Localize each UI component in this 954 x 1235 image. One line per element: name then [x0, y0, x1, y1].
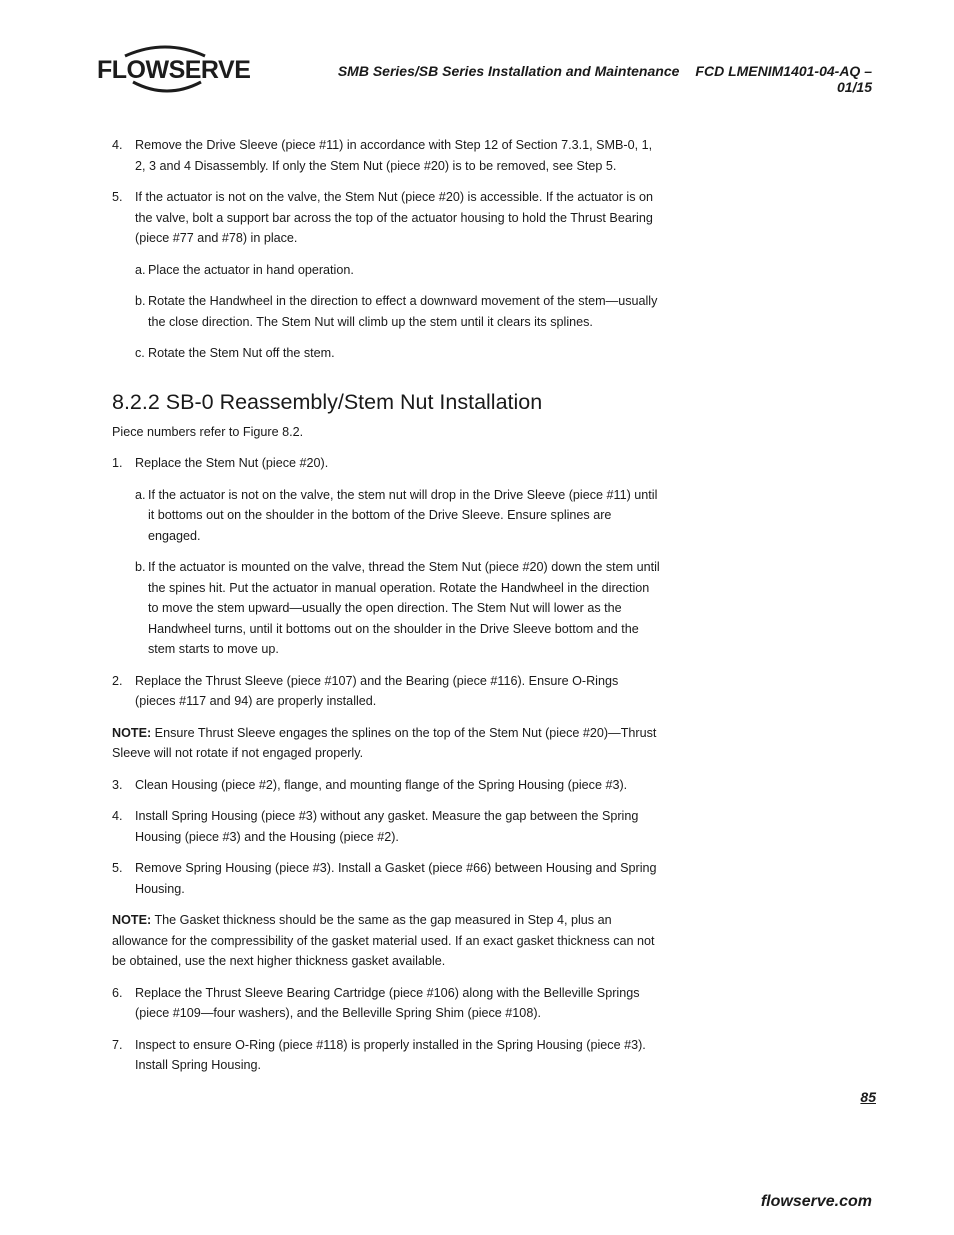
section-heading: 8.2.2 SB-0 Reassembly/Stem Nut Installation	[112, 389, 543, 414]
list-item	[112, 983, 660, 1024]
sub-item-text: Rotate the Stem Nut off the stem.	[148, 346, 335, 360]
sub-item-text: If the actuator is not on the valve, the stem nut will drop in the Drive Sleeve (piece #11) until it bottoms out on the shoulder in the bottom of the Drive Sleeve. Ensure splines are engaged.	[148, 487, 658, 543]
item-number: 3.	[112, 777, 123, 792]
note-text: Ensure Thrust Sleeve engages the splines on the top of the Stem Nut (piece #20)—Thrust Sleeve will not rotate if not engaged properly.	[112, 725, 657, 760]
item-number: 2.	[112, 673, 123, 688]
item-number: 4.	[112, 809, 123, 823]
main-content	[112, 135, 660, 1087]
list-item	[112, 806, 660, 847]
note-paragraph	[112, 910, 660, 972]
item-text: Remove Spring Housing (piece #3). Install a Gasket (piece #66) between Housing and Spring Housing.	[135, 861, 657, 896]
list-item	[112, 1035, 660, 1076]
list-item	[112, 858, 660, 899]
list-item	[112, 453, 660, 474]
item-text: Install Spring Housing (piece #3) without any gasket. Measure the gap between the Spring Housing (piece #3) and the Housing (piece #2).	[135, 809, 639, 844]
sub-list-item	[135, 557, 660, 660]
item-number: 7.	[112, 1037, 123, 1052]
item-number: 6.	[112, 985, 123, 1000]
list-item	[112, 775, 660, 796]
note-paragraph	[112, 723, 660, 764]
item-text: Replace the Thrust Sleeve Bearing Cartridge (piece #106) along with the Belleville Springs (piece #109—four washers), and the Belleville Spring Shim (piece #108).	[135, 985, 640, 1020]
header-doc-code: FCD LMENIM1401-04-AQ – 01/15	[695, 63, 872, 95]
sub-item-text: Rotate the Handwheel in the direction to effect a downward movement of the stem—usually the close direction. The Stem Nut will climb up the stem until it clears its splines.	[148, 294, 658, 329]
footer-website: flowserve.com	[760, 1193, 872, 1210]
sub-item-letter: a.	[135, 262, 146, 277]
sub-item-letter: c.	[135, 346, 145, 360]
sub-list-item	[135, 485, 660, 547]
list-item	[112, 187, 660, 249]
sub-item-letter: a.	[135, 487, 146, 502]
sub-item-text: If the actuator is mounted on the valve, thread the Stem Nut (piece #20) down the stem until the spines hit. Put the actuator in manual operation. Rotate the Handwheel in the direction to move the stem upward—usually the open direction. The Stem Nut will lower as the Handwheel turns, until it bottoms out on the shoulder in the Drive Sleeve bottom and the stem starts to move up.	[148, 560, 660, 656]
item-number: 5.	[112, 861, 123, 875]
item-text: Inspect to ensure O-Ring (piece #118) is properly installed in the Spring Housing (piece #3). Install Spring Housing.	[135, 1037, 646, 1072]
logo-wordmark: FLOWSERVE	[97, 56, 251, 84]
header-title: SMB Series/SB Series Installation and Maintenance	[337, 63, 680, 79]
item-text: Remove the Drive Sleeve (piece #11) in accordance with Step 12 of Section 7.3.1, SMB-0, 1, 2, 3 and 4 Disassembly. If only the Stem Nut (piece #20) is to be removed, see Step 5.	[135, 138, 653, 173]
item-text: Replace the Thrust Sleeve (piece #107) and the Bearing (piece #116). Ensure O-Rings (pieces #117 and 94) are properly installed.	[135, 673, 619, 708]
item-number: 5.	[112, 190, 123, 204]
sub-list-item	[135, 343, 660, 364]
note-label: NOTE:	[112, 725, 152, 740]
note-text: The Gasket thickness should be the same as the gap measured in Step 4, plus an allowance for the compressibility of the gasket material used. If an exact gasket thickness can not be obtained, use the next higher thickness gasket available.	[112, 913, 655, 968]
sub-item-letter: b.	[135, 294, 146, 308]
item-text: Replace the Stem Nut (piece #20).	[135, 456, 329, 470]
item-number: 4.	[112, 138, 123, 152]
item-number: 1.	[112, 456, 123, 470]
sub-item-letter: b.	[135, 560, 146, 574]
running-header	[300, 63, 872, 95]
section-intro: Piece numbers refer to Figure 8.2.	[112, 424, 304, 439]
flowserve-logo	[97, 42, 251, 94]
note-label: NOTE:	[112, 913, 152, 927]
sub-item-text: Place the actuator in hand operation.	[148, 262, 354, 277]
page-number: 85	[860, 1089, 876, 1105]
list-item	[112, 135, 660, 176]
sub-list-item	[135, 260, 660, 281]
list-item	[112, 671, 660, 712]
item-text: If the actuator is not on the valve, the Stem Nut (piece #20) is accessible. If the actuator is on the valve, bolt a support bar across the top of the actuator housing to hold the Thrust Bearing (piece #77 and #78) in place.	[135, 190, 654, 245]
item-text: Clean Housing (piece #2), flange, and mounting flange of the Spring Housing (piece #3).	[135, 777, 628, 792]
sub-list-item	[135, 291, 660, 332]
